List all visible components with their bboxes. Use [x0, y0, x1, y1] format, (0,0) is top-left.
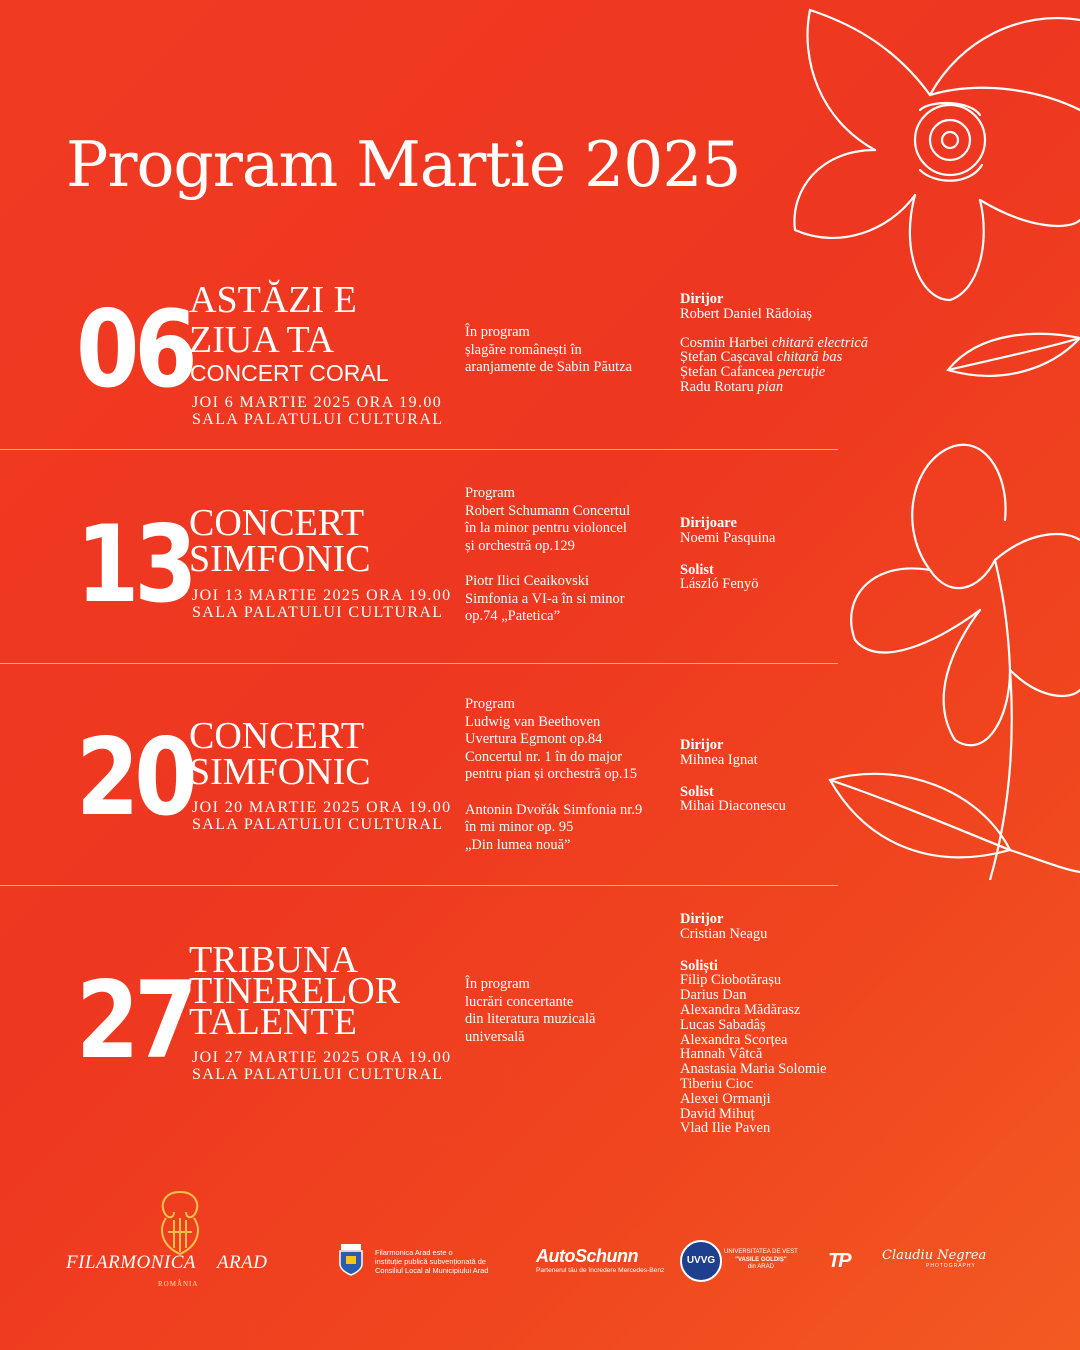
filarmonica-logo [66, 1188, 296, 1298]
program-line: Robert Schumann Concertul [465, 502, 631, 519]
role-label: Solist [680, 561, 714, 578]
soloist-name: Darius Dan [680, 987, 747, 1004]
role-label: Solist [680, 783, 714, 800]
divider [0, 885, 838, 886]
event-program [465, 324, 632, 377]
performer-name: Mihai Diaconescu [680, 798, 786, 815]
event-when [192, 799, 452, 833]
soloist-name: Alexandra Scorțea [680, 1031, 788, 1048]
event-title-line: TRIBUNA [189, 939, 358, 981]
soloist-name: Tiberiu Cioc [680, 1075, 754, 1092]
flower-illustration [780, 0, 1080, 880]
role-label: Soliști [680, 957, 718, 974]
event-title-line: TINERELOR [189, 970, 401, 1012]
musician-row: Cosmin Harbei chitară electrică [680, 334, 869, 351]
musician-row: Ștefan Cașcaval chitară bas [680, 349, 843, 366]
autoschunn-logo: AutoSchunn Partenerul tău de încredere Mercedes-Benz [536, 1246, 665, 1274]
event-day: 27 [76, 959, 193, 1082]
event-title-line: TALENTE [189, 1001, 357, 1043]
program-line: În program [465, 324, 530, 340]
event-performers [680, 912, 827, 1136]
event-title-line: SIMFONIC [189, 751, 371, 793]
event-title [189, 939, 401, 1043]
event-date: JOI 20 MARTIE 2025 ORA 19.00 [192, 799, 452, 816]
event-day: 20 [76, 716, 193, 839]
event-title-line: ASTĂZI E [189, 279, 357, 321]
event-performers [680, 738, 786, 814]
soloist-name: Alexei Ormanji [680, 1090, 771, 1107]
role-label: Dirijoare [680, 515, 737, 531]
program-line: Program [465, 696, 515, 712]
program-line: „Din lumea nouă” [465, 836, 571, 853]
performer-name: Mihnea Ignat [680, 751, 758, 768]
soloist-name: Alexandra Mădărasz [680, 1001, 801, 1018]
event-title-line: CONCERT [189, 715, 365, 757]
tp-logo: TP [828, 1250, 850, 1272]
program-line: Program [465, 485, 515, 501]
program-line: aranjamente de Sabin Păutza [465, 359, 633, 375]
program-line: și orchestră op.129 [465, 537, 575, 554]
event-subtitle: CONCERT CORAL [190, 360, 389, 386]
program-line: Piotr Ilici Ceaikovski [465, 573, 590, 589]
program-line: lucrări concertante [465, 993, 574, 1010]
event-performers [680, 292, 868, 395]
performer-name: Noemi Pasquina [680, 529, 776, 546]
program-line: Antonin Dvořák Simfonia nr.9 [465, 801, 643, 818]
program-line: în la minor pentru violoncel [465, 520, 627, 536]
performer-name: Robert Daniel Rădoiaș [680, 305, 813, 322]
logo-text-left: FILARMONICA [66, 1252, 196, 1273]
performer-name: László Fenyö [680, 576, 759, 593]
event-venue: SALA PALATULUI CULTURAL [192, 1066, 444, 1083]
program-line: pentru pian și orchestră op.15 [465, 766, 637, 782]
page-title: Program Martie 2025 [66, 128, 741, 201]
soloist-name: Filip Ciobotărașu [680, 972, 782, 989]
program-line: Concertul nr. 1 în do major [465, 748, 623, 765]
event-title [189, 279, 357, 361]
role-label: Dirijor [680, 291, 724, 307]
program-line: șlagăre românești în [465, 341, 582, 358]
event-day: 06 [76, 288, 193, 411]
event-program [465, 696, 642, 854]
arad-coat-of-arms-icon [338, 1244, 364, 1276]
program-line: Ludwig van Beethoven [465, 713, 601, 730]
logo-country: ROMÂNIA [158, 1280, 199, 1288]
program-line: în mi minor op. 95 [465, 819, 574, 835]
role-label: Dirijor [680, 911, 724, 927]
logo-text-right: ARAD [216, 1252, 268, 1273]
event-date: JOI 6 MARTIE 2025 ORA 19.00 [192, 394, 443, 411]
soloist-name: Anastasia Maria Solomie [680, 1061, 827, 1078]
event-when [192, 1049, 452, 1083]
event-title-line: ZIUA TA [189, 319, 335, 361]
event-day: 13 [76, 503, 193, 626]
musician-row: Ștefan Cafancea percuție [680, 364, 826, 381]
event-program [465, 485, 630, 626]
photographer-signature: Claudiu Negrea PHOTOGRAPHY [882, 1248, 987, 1269]
event-venue: SALA PALATULUI CULTURAL [192, 816, 444, 833]
soloist-name: Vlad Ilie Paven [680, 1120, 771, 1137]
subsidy-note: Filarmonica Arad este o instituție publică subvenționată de Consiliul Local al Municipiului Arad [375, 1248, 489, 1275]
soloist-name: David Mihuț [680, 1105, 755, 1122]
program-line: Simfonia a VI-a în si minor [465, 590, 625, 607]
event-venue: SALA PALATULUI CULTURAL [192, 411, 444, 428]
event-title [189, 715, 371, 793]
performer-name: Cristian Neagu [680, 925, 768, 942]
event-when [192, 587, 452, 621]
event-venue: SALA PALATULUI CULTURAL [192, 604, 444, 621]
program-line: op.74 „Patetica” [465, 608, 561, 624]
event-performers [680, 516, 775, 592]
event-program [465, 976, 595, 1046]
event-when [192, 394, 443, 428]
event-date: JOI 13 MARTIE 2025 ORA 19.00 [192, 587, 452, 604]
program-line: din literatura muzicală [465, 1011, 596, 1027]
soloist-name: Lucas Sabadâș [680, 1016, 766, 1033]
musician-row: Radu Rotaru pian [680, 378, 784, 395]
soloist-name: Hannah Vâtcă [680, 1046, 763, 1063]
lyre-emblem-icon [152, 1188, 208, 1260]
divider [0, 663, 838, 664]
program-line: În program [465, 976, 530, 992]
event-title-line: CONCERT [189, 502, 365, 544]
program-line: Uvertura Egmont op.84 [465, 731, 603, 747]
divider [0, 449, 838, 450]
event-title-line: SIMFONIC [189, 538, 371, 580]
event-date: JOI 27 MARTIE 2025 ORA 19.00 [192, 1049, 452, 1066]
role-label: Dirijor [680, 737, 724, 753]
program-line: universală [465, 1028, 525, 1045]
event-title [189, 502, 371, 580]
